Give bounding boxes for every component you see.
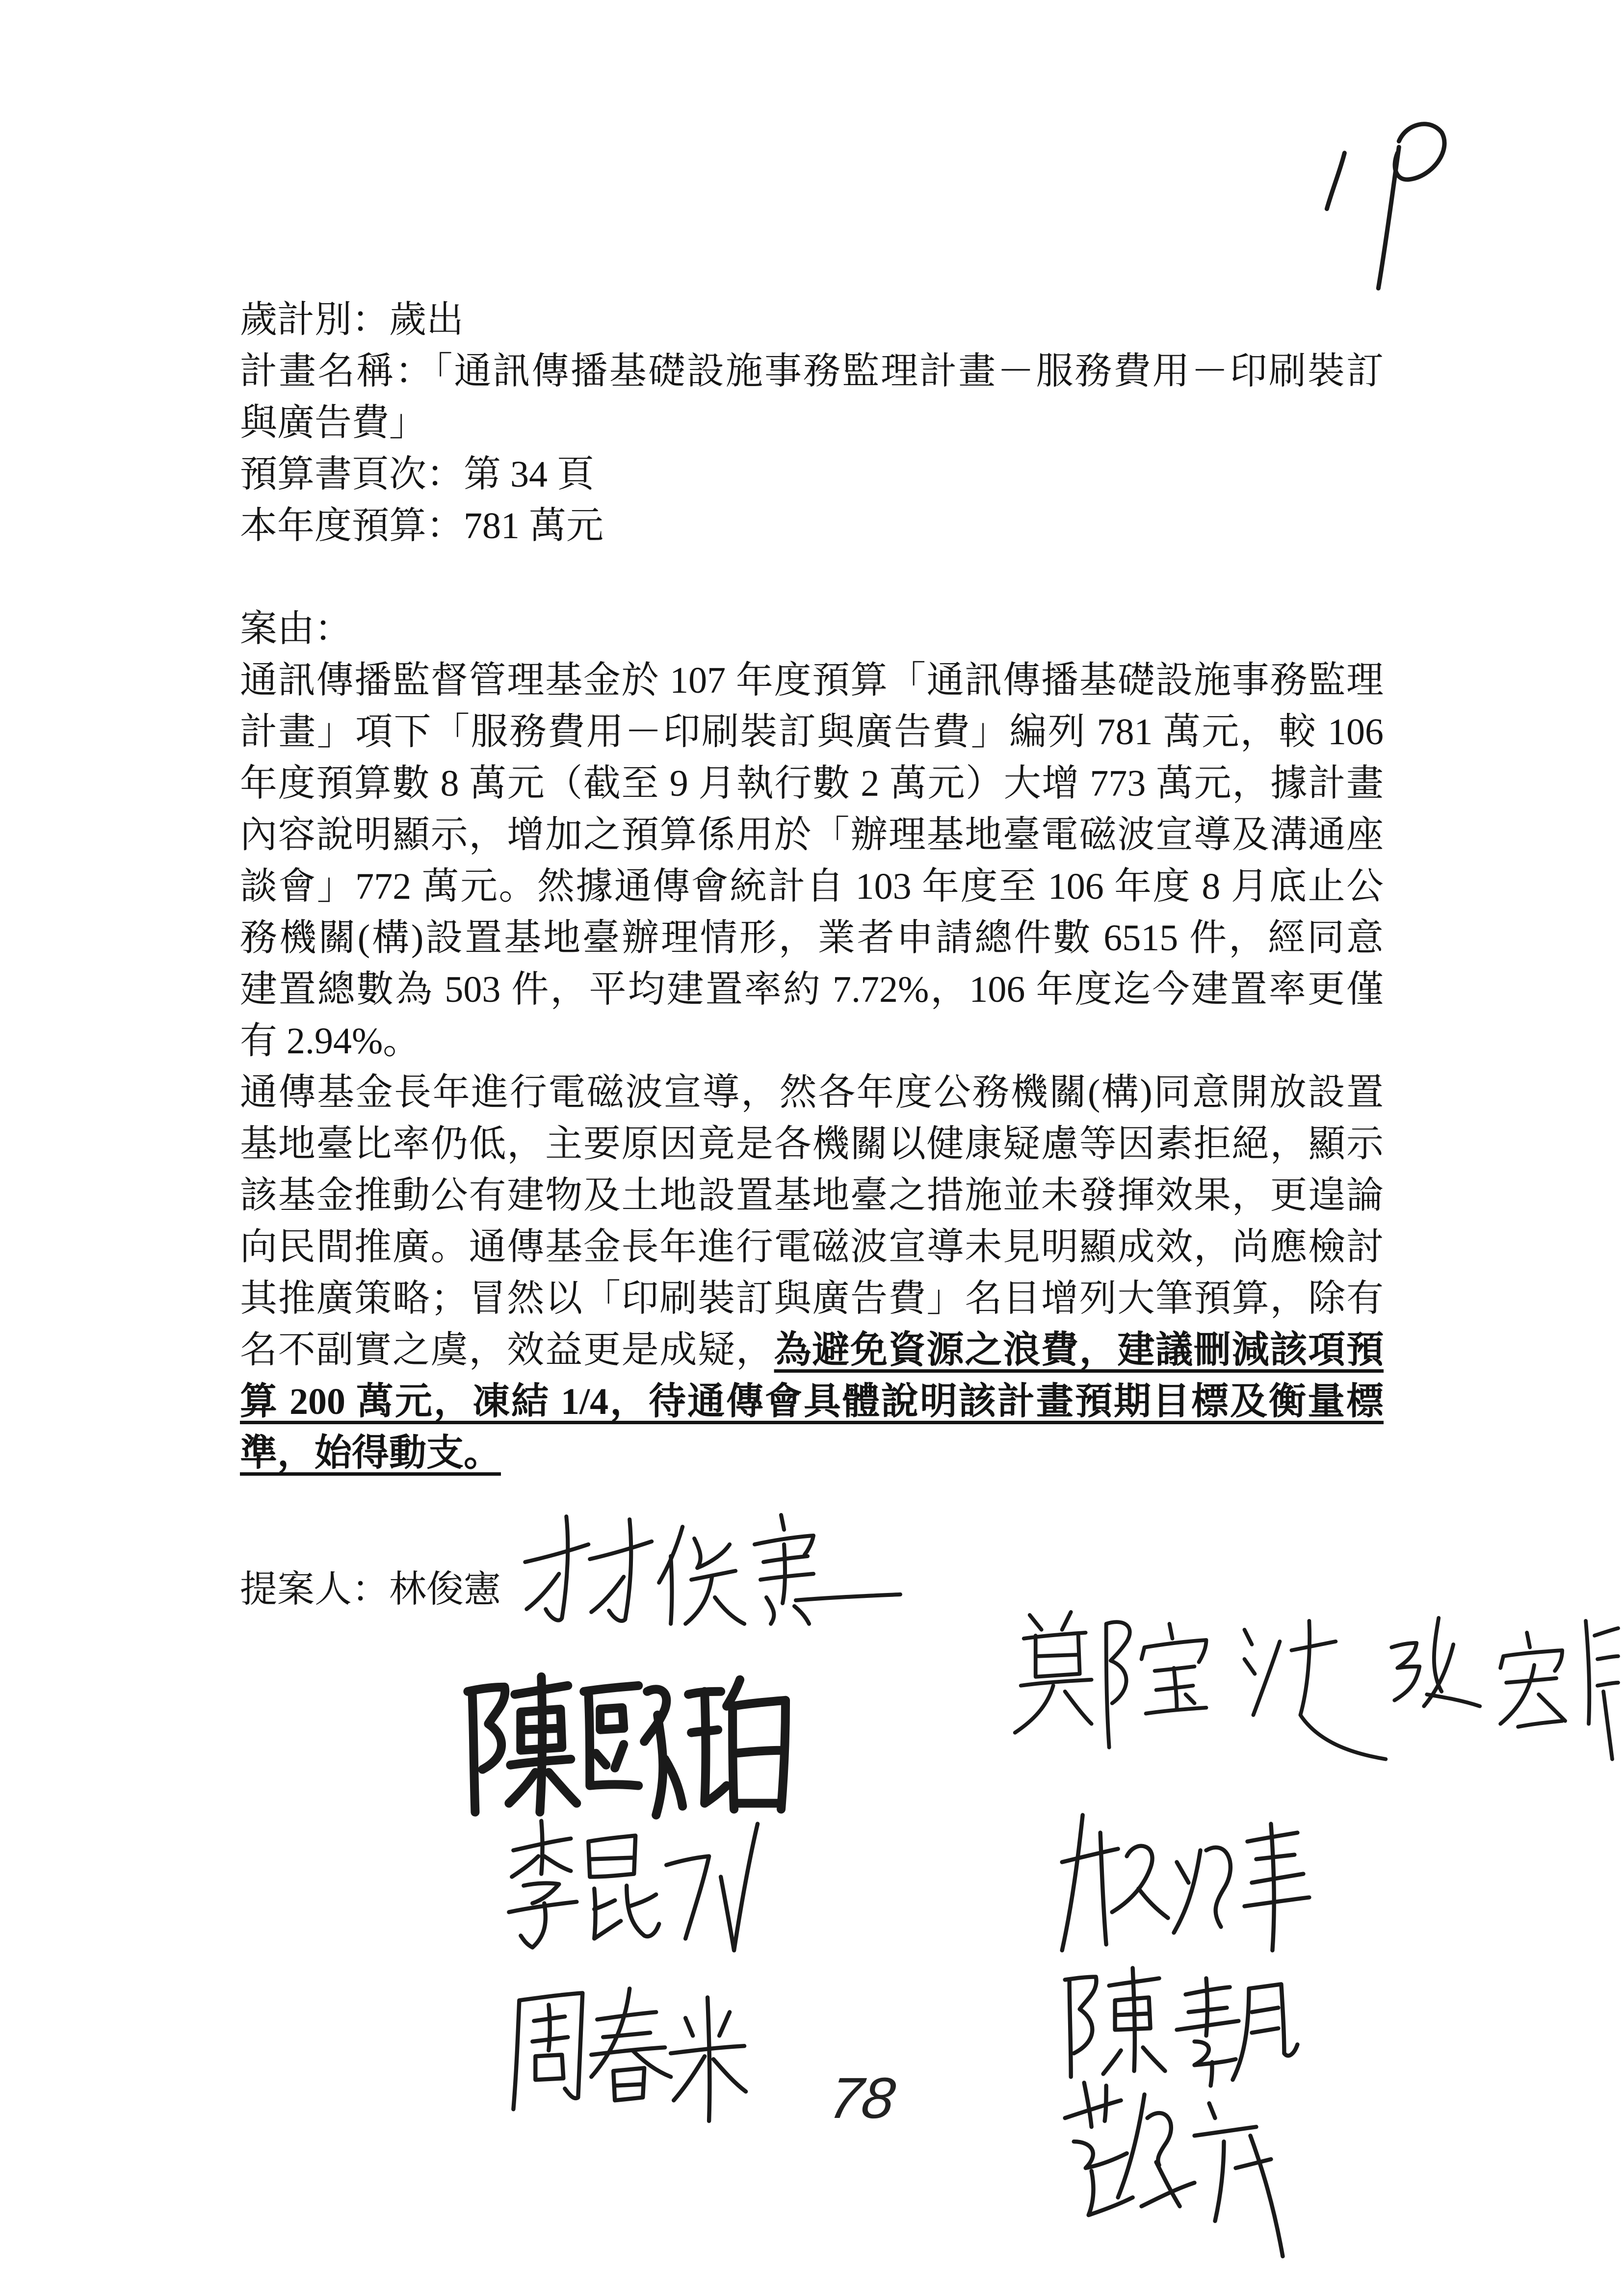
case-line: 該基金推動公有建物及土地設置基地臺之措施並未發揮效果，更遑論 <box>240 1175 1384 1216</box>
annual-budget: 本年度預算：781 萬元 <box>240 505 603 547</box>
signature-5 <box>1015 1612 1386 1759</box>
signature-7 <box>1062 1815 1310 1951</box>
resolution-text: 準，始得動支。 <box>240 1433 501 1474</box>
case-line: 年度預算數 8 萬元（截至 9 月執行數 2 萬元）大增 773 萬元，據計畫 <box>240 763 1384 804</box>
case-line: 務機關(構)設置基地臺辦理情形，業者申請總件數 6515 件，經同意 <box>240 917 1384 959</box>
case-line: 談會」772 萬元。然據通傳會統計自 103 年度至 106 年度 8 月底止公 <box>240 866 1384 907</box>
case-line: 通傳基金長年進行電磁波宣導，然各年度公務機關(構)同意開放設置 <box>240 1072 1384 1113</box>
plan-name-line-1: 計畫名稱：「通訊傳播基礎設施事務監理計畫－服務費用－印刷裝訂 <box>240 351 1384 392</box>
resolution-text: 算 200 萬元，凍結 1/4，待通傳會具體說明該計畫預期目標及衡量標 <box>240 1381 1384 1422</box>
account-type: 歲計別：歲出 <box>240 299 464 340</box>
signature-2 <box>468 1677 786 1815</box>
budget-page: 預算書頁次：第 34 頁 <box>240 454 594 495</box>
case-line: 有 2.94%。 <box>240 1020 420 1062</box>
case-heading: 案由： <box>240 608 352 650</box>
signature-4 <box>513 1988 746 2121</box>
case-line: 向民間推廣。通傳基金長年進行電磁波宣導未見明顯成效，尚應檢討 <box>240 1226 1384 1268</box>
plan-name-line-2: 與廣告費」 <box>240 402 426 444</box>
case-line-lead-in: 名不副實之虞，效益更是成疑， <box>240 1330 774 1371</box>
signature-6 <box>1391 1618 1618 1759</box>
signature-9 <box>1065 2083 1283 2256</box>
case-line: 內容說明顯示，增加之預算係用於「辦理基地臺電磁波宣導及溝通座 <box>240 814 1384 856</box>
case-line: 通訊傳播監督管理基金於 107 年度預算「通訊傳播基礎設施事務監理 <box>240 660 1384 701</box>
signature-proposer <box>525 1515 900 1624</box>
signature-8 <box>1065 1968 1298 2086</box>
case-line: 建置總數為 503 件，平均建置率約 7.72%，106 年度迄今建置率更僅 <box>240 969 1384 1010</box>
signature-3 <box>509 1821 758 1951</box>
case-line: 其推廣策略；冒然以「印刷裝訂與廣告費」名目增列大筆預算，除有 <box>240 1278 1384 1319</box>
handwritten-page-number: 78 <box>825 2066 899 2131</box>
case-line: 計畫」項下「服務費用－印刷裝訂與廣告費」編列 781 萬元，較 106 <box>240 711 1384 753</box>
case-line: 基地臺比率仍低，主要原因竟是各機關以健康疑慮等因素拒絕，顯示 <box>240 1123 1384 1165</box>
proposer-label: 提案人：林俊憲 <box>240 1569 501 1610</box>
resolution-text: 為避免資源之浪費，建議刪減該項預 <box>774 1330 1384 1371</box>
handwritten-mark-top-right <box>1327 124 1444 288</box>
